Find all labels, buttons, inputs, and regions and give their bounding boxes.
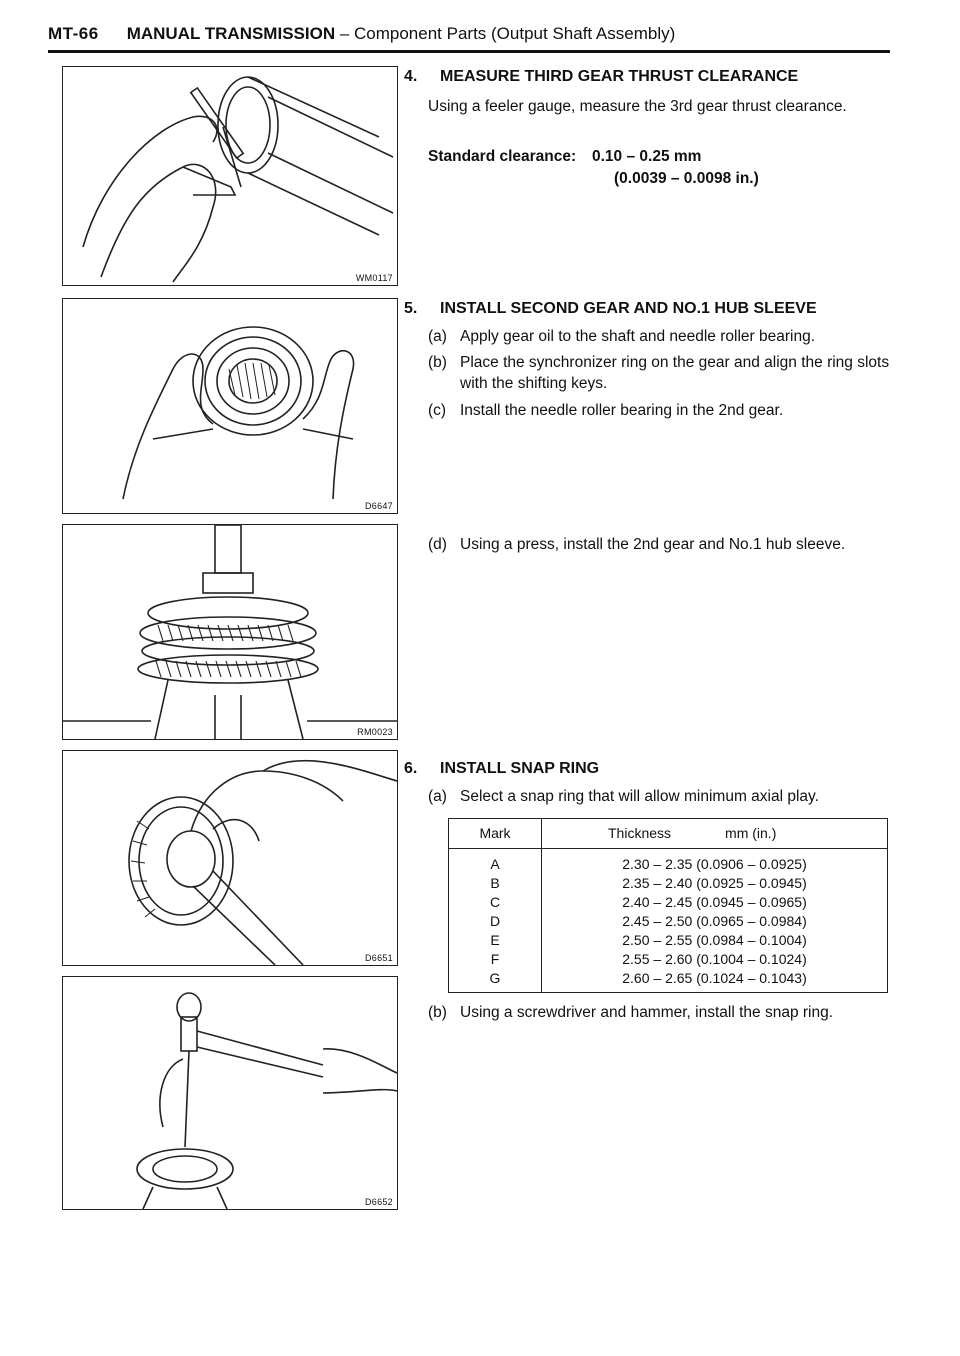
table-row bbox=[449, 849, 888, 875]
thickness-cell: 2.30 – 2.35 (0.0906 – 0.0925) bbox=[622, 856, 807, 872]
mark-cell: C bbox=[449, 893, 542, 912]
step-5-title bbox=[404, 300, 817, 318]
step-title-text: INSTALL SNAP RING bbox=[440, 760, 600, 777]
figure-snap-ring-select bbox=[62, 750, 398, 966]
thickness-cell: 2.40 – 2.45 (0.0945 – 0.0965) bbox=[622, 894, 807, 910]
thickness-cell: 2.45 – 2.50 (0.0965 – 0.0984) bbox=[622, 913, 807, 929]
step-4-text: Using a feeler gauge, measure the 3rd gear thrust clearance. bbox=[428, 98, 847, 115]
page-header bbox=[48, 24, 890, 53]
item-label: (a) bbox=[428, 328, 447, 345]
figure-code: D6651 bbox=[364, 953, 393, 963]
column-header-thickness bbox=[542, 819, 888, 849]
section-title: MANUAL TRANSMISSION bbox=[126, 24, 336, 43]
step-title-text: INSTALL SECOND GEAR AND NO.1 HUB SLEEVE bbox=[440, 300, 817, 317]
mark-cell: E bbox=[449, 931, 542, 950]
table-row bbox=[449, 893, 888, 912]
item-label: (c) bbox=[428, 402, 447, 419]
snap-ring-table bbox=[448, 818, 888, 993]
mark-cell: B bbox=[449, 874, 542, 893]
mark-cell: G bbox=[449, 969, 542, 993]
figure-feeler-gauge bbox=[62, 66, 398, 286]
thickness-cell: 2.50 – 2.55 (0.0984 – 0.1004) bbox=[622, 932, 807, 948]
item-label: (b) bbox=[428, 354, 447, 371]
thickness-label: Thickness bbox=[608, 825, 672, 841]
figure-code: D6652 bbox=[364, 1197, 393, 1207]
item-text: Using a press, install the 2nd gear and No.1 hub sleeve. bbox=[460, 536, 846, 553]
item-label: (b) bbox=[428, 1004, 447, 1021]
spec-label: Standard clearance: bbox=[428, 148, 577, 165]
spec-value-mm: 0.10 – 0.25 mm bbox=[592, 148, 702, 165]
step-5d bbox=[428, 534, 888, 555]
column-header-mark: Mark bbox=[449, 819, 542, 849]
figure-hammer-screwdriver bbox=[62, 976, 398, 1210]
thickness-cell: 2.55 – 2.60 (0.1004 – 0.1024) bbox=[622, 951, 807, 967]
snap-ring-illustration bbox=[63, 751, 397, 965]
standard-clearance-spec bbox=[428, 146, 759, 190]
item-text: Using a screwdriver and hammer, install the snap ring. bbox=[460, 1004, 834, 1021]
press-illustration bbox=[63, 525, 397, 739]
step-number: 6. bbox=[404, 760, 418, 777]
step-6-title bbox=[404, 760, 599, 778]
table-row bbox=[449, 931, 888, 950]
item-label: (d) bbox=[428, 536, 447, 553]
step-4-title bbox=[404, 68, 798, 86]
page-code: MT-66 bbox=[48, 24, 99, 43]
figure-press bbox=[62, 524, 398, 740]
mark-cell: D bbox=[449, 912, 542, 931]
mark-cell: A bbox=[449, 849, 542, 875]
thickness-cell: 2.35 – 2.40 (0.0925 – 0.0945) bbox=[622, 875, 807, 891]
table-row bbox=[449, 912, 888, 931]
unit-label: mm (in.) bbox=[725, 825, 777, 841]
item-text: Place the synchronizer ring on the gear and align the ring slots with the shifting keys. bbox=[460, 354, 890, 392]
spec-value-in: (0.0039 – 0.0098 in.) bbox=[614, 170, 759, 187]
table-header-row bbox=[449, 819, 888, 849]
thickness-cell: 2.60 – 2.65 (0.1024 – 0.1043) bbox=[622, 970, 807, 986]
step-number: 4. bbox=[404, 68, 418, 85]
synchronizer-ring-illustration bbox=[63, 299, 397, 513]
figure-code: WM0117 bbox=[355, 273, 393, 283]
step-title-text: MEASURE THIRD GEAR THRUST CLEARANCE bbox=[440, 68, 799, 85]
step-6b bbox=[428, 1002, 898, 1023]
step-5b bbox=[428, 352, 898, 394]
item-label: (a) bbox=[428, 788, 447, 805]
item-text: Install the needle roller bearing in the 2nd gear. bbox=[460, 402, 784, 419]
hammer-screwdriver-illustration bbox=[63, 977, 397, 1209]
item-text: Select a snap ring that will allow minimum axial play. bbox=[460, 788, 819, 805]
item-text: Apply gear oil to the shaft and needle roller bearing. bbox=[460, 328, 816, 345]
step-5c bbox=[428, 400, 898, 421]
subsection-title: – Component Parts (Output Shaft Assembly) bbox=[335, 24, 676, 43]
table-row bbox=[449, 950, 888, 969]
feeler-gauge-illustration bbox=[63, 67, 397, 285]
step-number: 5. bbox=[404, 300, 418, 317]
mark-cell: F bbox=[449, 950, 542, 969]
figure-synchronizer-ring bbox=[62, 298, 398, 514]
step-6a bbox=[428, 786, 898, 807]
step-5a bbox=[428, 326, 898, 347]
table-row bbox=[449, 874, 888, 893]
table-row bbox=[449, 969, 888, 993]
figure-code: D6647 bbox=[364, 501, 393, 511]
figure-code: RM0023 bbox=[357, 727, 393, 737]
